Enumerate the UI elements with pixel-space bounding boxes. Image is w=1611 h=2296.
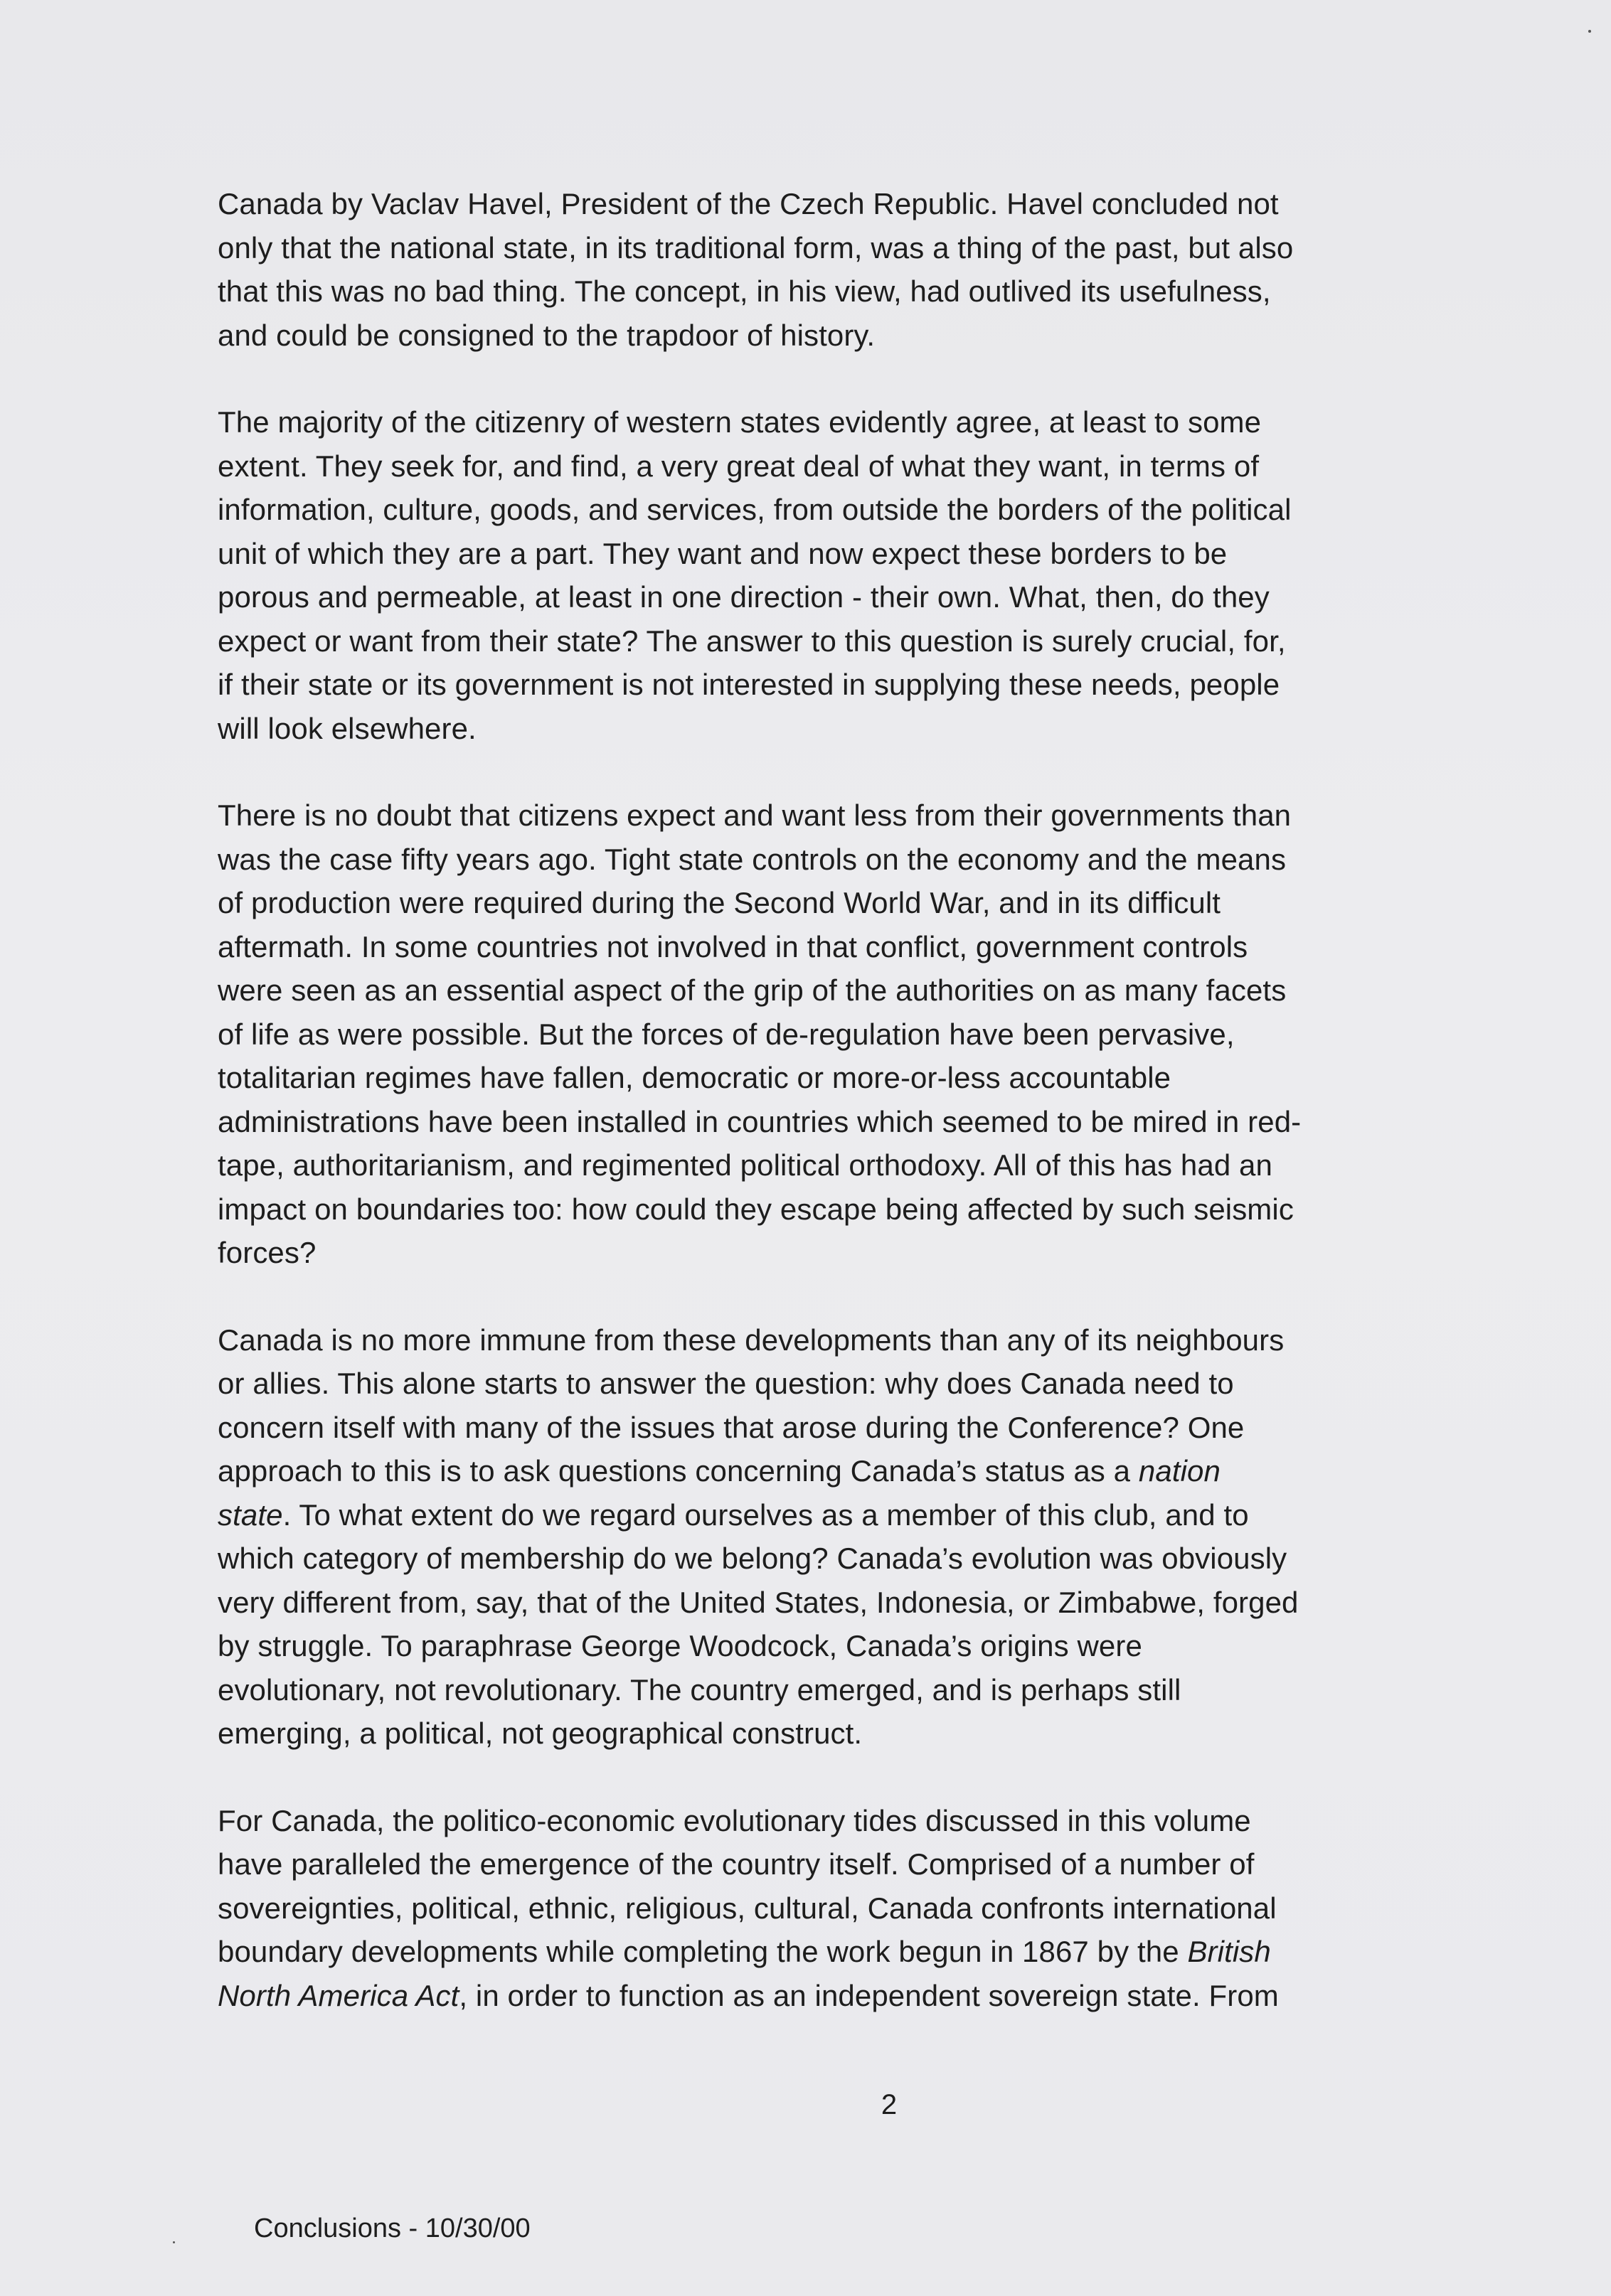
text-segment: impact on boundaries too: how could they escape being affected by such seismic <box>218 1192 1294 1226</box>
text-line <box>218 1886 1526 1931</box>
text-segment: forces? <box>218 1236 317 1269</box>
text-segment: of life as were possible. But the forces of de-regulation have been pervasive, <box>218 1017 1235 1051</box>
text-segment: emerging, a political, not geographical construct. <box>218 1716 863 1750</box>
text-line <box>218 1143 1526 1187</box>
text-line <box>218 838 1526 882</box>
body-text <box>218 182 1526 2061</box>
text-line <box>218 1231 1526 1275</box>
text-line <box>218 1799 1526 1843</box>
italic-text: state <box>218 1497 283 1532</box>
text-segment: which category of membership do we belong? Canada’s evolution was obviously <box>218 1542 1287 1575</box>
text-line <box>218 1449 1526 1493</box>
scan-speck <box>173 2241 175 2243</box>
text-segment: of production were required during the Second World War, and in its difficult <box>218 886 1221 919</box>
text-segment: . To what extent do we regard ourselves as a member of this club, and to <box>282 1497 1249 1532</box>
text-segment: Canada is no more immune from these developments than any of its neighbours <box>218 1323 1285 1357</box>
text-line <box>218 1842 1526 1886</box>
text-segment: that this was no bad thing. The concept, in his view, had outlived its usefulness, <box>218 274 1271 308</box>
paragraph <box>218 1318 1526 1756</box>
text-segment: or allies. This alone starts to answer the question: why does Canada need to <box>218 1367 1234 1400</box>
text-line <box>218 488 1526 532</box>
text-segment: There is no doubt that citizens expect and want less from their governments than <box>218 799 1292 832</box>
text-line <box>218 532 1526 576</box>
text-segment: and could be consigned to the trapdoor of history. <box>218 318 876 352</box>
text-segment: boundary developments while completing the work begun in 1867 by the <box>218 1935 1188 1968</box>
text-segment: totalitarian regimes have fallen, democratic or more-or-less accountable <box>218 1061 1171 1094</box>
text-segment: administrations have been installed in countries which seemed to be mired in red- <box>218 1104 1302 1138</box>
text-line <box>218 314 1526 358</box>
text-segment: expect or want from their state? The answer to this question is surely crucial, for, <box>218 624 1286 658</box>
text-line <box>218 968 1526 1013</box>
text-line <box>218 1537 1526 1581</box>
text-line <box>218 1712 1526 1756</box>
text-line <box>218 1406 1526 1450</box>
text-segment: Canada by Vaclav Havel, President of the Czech Republic. Havel concluded not <box>218 187 1279 220</box>
footer-label: Conclusions - 10/30/00 <box>254 2214 531 2243</box>
text-segment: The majority of the citizenry of western states evidently agree, at least to some <box>218 405 1262 439</box>
text-line <box>218 400 1526 444</box>
text-line <box>218 707 1526 751</box>
text-line <box>218 269 1526 314</box>
text-segment: concern itself with many of the issues that arose during the Conference? One <box>218 1410 1245 1444</box>
text-line <box>218 1362 1526 1406</box>
paragraph <box>218 794 1526 1275</box>
text-line <box>218 444 1526 488</box>
text-line <box>218 1493 1526 1537</box>
text-line <box>218 182 1526 226</box>
scan-speck <box>1588 30 1591 33</box>
text-line <box>218 794 1526 838</box>
text-line <box>218 1668 1526 1712</box>
text-line <box>218 1318 1526 1362</box>
text-line <box>218 1187 1526 1232</box>
text-segment: will look elsewhere. <box>218 711 477 745</box>
text-segment: tape, authoritarianism, and regimented political orthodoxy. All of this has had an <box>218 1148 1272 1182</box>
text-segment: approach to this is to ask questions concerning Canada’s status as a <box>218 1454 1139 1488</box>
text-line <box>218 1100 1526 1144</box>
paragraph <box>218 1799 1526 2018</box>
text-segment: was the case fifty years ago. Tight state controls on the economy and the means <box>218 842 1287 876</box>
text-segment: if their state or its government is not interested in supplying these needs, people <box>218 668 1280 701</box>
text-line <box>218 663 1526 707</box>
text-line <box>218 575 1526 619</box>
text-segment: extent. They seek for, and find, a very great deal of what they want, in terms of <box>218 449 1260 483</box>
text-segment: sovereignties, political, ethnic, religious, cultural, Canada confronts international <box>218 1891 1277 1925</box>
text-segment: , in order to function as an independent sovereign state. From <box>459 1978 1279 2012</box>
text-line <box>218 1056 1526 1100</box>
text-segment: information, culture, goods, and services, from outside the borders of the political <box>218 493 1292 526</box>
text-line <box>218 1624 1526 1668</box>
text-segment: very different from, say, that of the United States, Indonesia, or Zimbabwe, forged <box>218 1585 1299 1619</box>
italic-text: North America Act <box>218 1978 459 2012</box>
text-segment: have paralleled the emergence of the country itself. Comprised of a number of <box>218 1847 1255 1881</box>
text-segment: by struggle. To paraphrase George Woodcock, Canada’s origins were <box>218 1629 1142 1662</box>
text-segment: porous and permeable, at least in one direction - their own. What, then, do they <box>218 580 1270 614</box>
page-number: 2 <box>881 2089 898 2120</box>
italic-text: nation <box>1138 1454 1221 1488</box>
text-segment: aftermath. In some countries not involved in that conflict, government controls <box>218 929 1248 963</box>
italic-text: British <box>1187 1935 1271 1968</box>
text-segment: were seen as an essential aspect of the grip of the authorities on as many facets <box>218 973 1287 1007</box>
text-segment: only that the national state, in its traditional form, was a thing of the past, but also <box>218 230 1294 265</box>
text-segment: For Canada, the politico-economic evolutionary tides discussed in this volume <box>218 1803 1251 1837</box>
text-line <box>218 925 1526 969</box>
text-line <box>218 226 1526 270</box>
text-line <box>218 1974 1526 2018</box>
text-line <box>218 1581 1526 1625</box>
text-line <box>218 619 1526 663</box>
text-line <box>218 881 1526 925</box>
text-segment: evolutionary, not revolutionary. The country emerged, and is perhaps still <box>218 1672 1181 1707</box>
paragraph <box>218 182 1526 357</box>
text-segment: unit of which they are a part. They want and now expect these borders to be <box>218 536 1228 570</box>
text-line <box>218 1013 1526 1057</box>
text-line <box>218 1930 1526 1974</box>
paragraph <box>218 400 1526 750</box>
